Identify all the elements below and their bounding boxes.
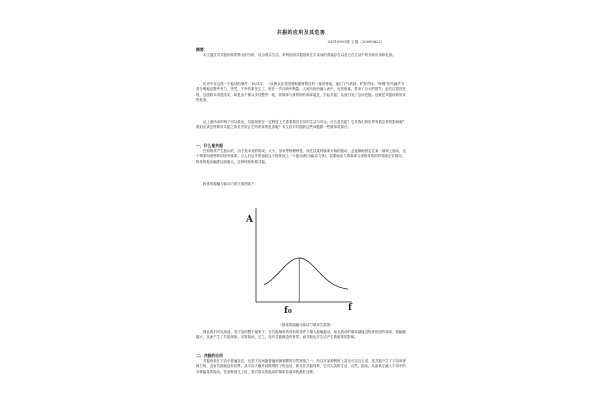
figure-caption: （物体的振幅与驱动力频率关系图） (278, 323, 334, 327)
resonance-curve-plot (242, 202, 362, 322)
frequency-axis-label: f (348, 303, 352, 313)
resonance-curve (264, 258, 348, 289)
paper-title: 共振的应用及其危害 (276, 30, 326, 36)
section-2-heading: 二、共振的应用 (196, 353, 223, 358)
section-2-paragraph-1: 共振现象在宇宙中普遍存在，也是宇宙间最普遍和最频繁的自然现象之一。所以在某种程度上甚至可以这么说，是共振产生了宇宙和世间万物。没有共振就没有世界。从宇宙大爆炸到微观粒子的运动，都存在共振现象，它对人类的生活，自然，振动，从而真正融入宇宙中的各种能量的振动，在某种意义上说，是对真实的振动的频率及频率的最好诠释。 (196, 359, 406, 374)
intro-paragraph-2: 从上面所举的例子可以看出，共振现象在一定程度上关系着我们日常的生活与安全。什么是共振？它对我们的世界有着怎样的影响呢？我们应该怎样利用共振之所长并防止它所带来的危害呢？本文将对共振的这些问题做一些简单的探讨。 (196, 120, 406, 130)
abstract-label: 摘要： (196, 47, 208, 52)
section-1-paragraph-2: 物体的振幅与驱动力的关系图如下： (203, 182, 259, 186)
paper-author: 03510901班 王强（20090822） (327, 40, 385, 44)
amplitude-axis-label: A (246, 215, 254, 225)
resonance-frequency-label: f₀ (284, 306, 292, 316)
section-1-paragraph-1: 任何物体产生振动后，由于其本身的构成、大小、形状等物理特性，原先以某种频率开始的振动，会逐渐地固定在某一频率上振动，这个频率叫该物体的固有频率。当人们从外界再给这个物体加上一个振动(称为驱动力)时，如果驱动力的频率与该物体的固有频率正好相同，物体的振动幅度达到最大，这种现象叫做共振。 (196, 149, 406, 164)
abstract-text: 本文通过对共振现象的特点的分析，结合现实生活，举例说明共振现象在宇宙间的普遍存在以及它在生活中的具体应用和危害。 (203, 53, 396, 57)
intro-paragraph-1: 历史中有这样一个振动的事件：1831年，一队骑兵在英国曼彻斯特附近的一座吊桥前，他们下气勃勃、旷野声扬，"咔嚓"的马蹄声节奏分明地由整齐有力，突然，不幸的事发生了，桥在一声巨响中断裂，人和马纷纷落入河中，死伤惨重，带来了巨大的损失。追究过原因发现，这座桥本身很结实，却是由于骑兵步伐整齐一致，其频率与桥的固有频率接近，引起共振，从而引发了这场悲剧。这就是共振现象带来的危害。 (196, 82, 406, 102)
resonance-curve-svg (242, 202, 362, 322)
section-1-paragraph-3: 图此我们可以知道，若干倍的整个频率下，在共振频率所具有的条件下增大振幅振动，而且振动的频率越接近物体的固有频率，振幅就越大，从而产生了共振现象。尽管如此，总之，没有共振就没有世界，而共振也对生活产生着重要的影响。 (196, 330, 406, 340)
section-1-heading: 一、什么是共振 (196, 143, 223, 148)
paper-page (196, 30, 406, 398)
